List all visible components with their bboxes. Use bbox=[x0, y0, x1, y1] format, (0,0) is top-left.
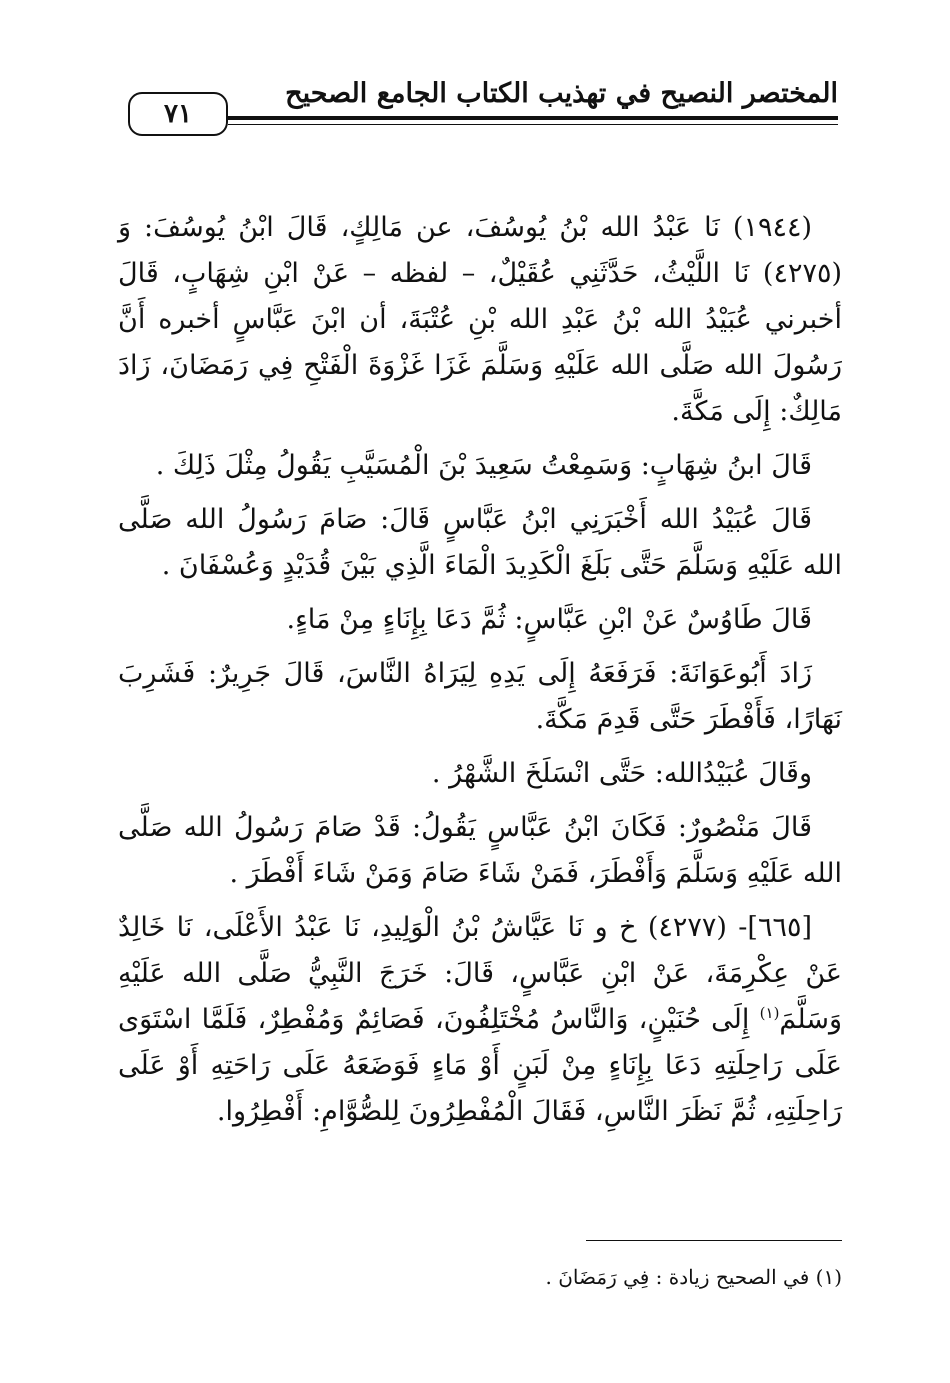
header-rule-thin bbox=[228, 124, 838, 125]
footnote-reference: (١) bbox=[759, 1004, 780, 1022]
page-header bbox=[118, 72, 838, 152]
running-title: المختصر النصيح في تهذيب الكتاب الجامع الصحيح bbox=[285, 78, 838, 109]
page-number: ٧١ bbox=[128, 92, 228, 136]
paragraph-1: (١٩٤٤) نَا عَبْدُ الله بْنُ يُوسُفَ، عن مَالِكٍ، قَالَ ابْنُ يُوسُفَ: وَ (٤٢٧٥) نَا اللَّيْثُ، حَدَّثَنِي عُقَيْلٌ، – لفظه – عَنْ ابْنِ شِهَابٍ، قَالَ أخبرني عُبَيْدُ الله بْنُ عَبْدِ الله بْنِ عُتْبَةَ، أن ابْنَ عَبَّاسٍ أخبره أَنَّ رَسُولَ الله صَلَّى الله عَلَيْهِ وَسَلَّمَ غَزَا غَزْوَةَ الْفَتْحِ فِي رَمَضَانَ، زَادَ مَالِكٌ: إِلَى مَكَّةَ. bbox=[118, 212, 842, 427]
paragraph-3: قَالَ عُبَيْدُ الله أَخْبَرَنِي ابْنُ عَبَّاسٍ قَالَ: صَامَ رَسُولُ الله صَلَّى الله عَلَيْهِ وَسَلَّمَ حَتَّى بَلَغَ الْكَدِيدَ الْمَاءَ الَّذِي بَيْنَ قُدَيْدٍ وَعُسْفَانَ . bbox=[118, 504, 842, 581]
paragraph-2: قَالَ ابنُ شِهَابٍ: وَسَمِعْتُ سَعِيدَ بْنَ الْمُسَيَّبِ يَقُولُ مِثْلَ ذَلِكَ . bbox=[155, 450, 812, 481]
paragraph-7: قَالَ مَنْصُورٌ: فَكَانَ ابْنُ عَبَّاسٍ يَقُولُ: قَدْ صَامَ رَسُولُ الله صَلَّى الله عَلَيْهِ وَسَلَّمَ وَأَفْطَرَ، فَمَنْ شَاءَ صَامَ وَمَنْ شَاءَ أَفْطَرَ . bbox=[118, 812, 842, 889]
footnote-divider bbox=[586, 1240, 842, 1241]
footnote: (١) في الصحيح زيادة : فِي رَمَضَانَ . bbox=[545, 1265, 842, 1289]
header-rule-thick bbox=[228, 116, 838, 120]
paragraph-5: زَادَ أَبُوعَوَانَةَ: فَرَفَعَهُ إِلَى يَدِهِ لِيَرَاهُ النَّاسَ، قَالَ جَرِيرٌ: فَشَرِبَ نَهَارًا، فَأَفْطَرَ حَتَّى قَدِمَ مَكَّةَ. bbox=[118, 658, 842, 735]
paragraph-6: وقَالَ عُبَيْدُالله: حَتَّى انْسَلَخَ الشَّهْرُ . bbox=[431, 758, 812, 789]
paragraph-8-part-1: [٦٦٥]- (٤٢٧٧) خ و نَا عَيَّاشُ بْنُ الْوَلِيدِ، نَا عَبْدُ الأَعْلَى، نَا خَالِدٌ عَنْ عِكْرِمَةَ، عَنْ ابْنِ عَبَّاسٍ، قَالَ: خَرَجَ النَّبِيُّ صَلَّى الله عَلَيْهِ وَسَلَّمَ bbox=[118, 912, 842, 1035]
paragraph-8-part-2: إِلَى حُنَيْنٍ، وَالنَّاسُ مُخْتَلِفُونَ، فَصَائِمٌ وَمُفْطِرٌ، فَلَمَّا اسْتَوَى عَلَى رَاحِلَتِهِ دَعَا بِإِنَاءٍ مِنْ لَبَنٍ أَوْ مَاءٍ فَوَضَعَهُ عَلَى رَاحَتِهِ أَوْ عَلَى رَاحِلَتِهِ، ثُمَّ نَظَرَ النَّاسِ، فَقَالَ الْمُفْطِرُونَ لِلصُّوَّامِ: أَفْطِرُوا. bbox=[118, 1004, 842, 1127]
main-text bbox=[118, 205, 842, 1143]
paragraph-4: قَالَ طَاوُسٌ عَنْ ابْنِ عَبَّاسٍ: ثُمَّ دَعَا بِإِنَاءٍ مِنْ مَاءٍ. bbox=[286, 604, 812, 635]
paragraph-8 bbox=[118, 905, 842, 1135]
